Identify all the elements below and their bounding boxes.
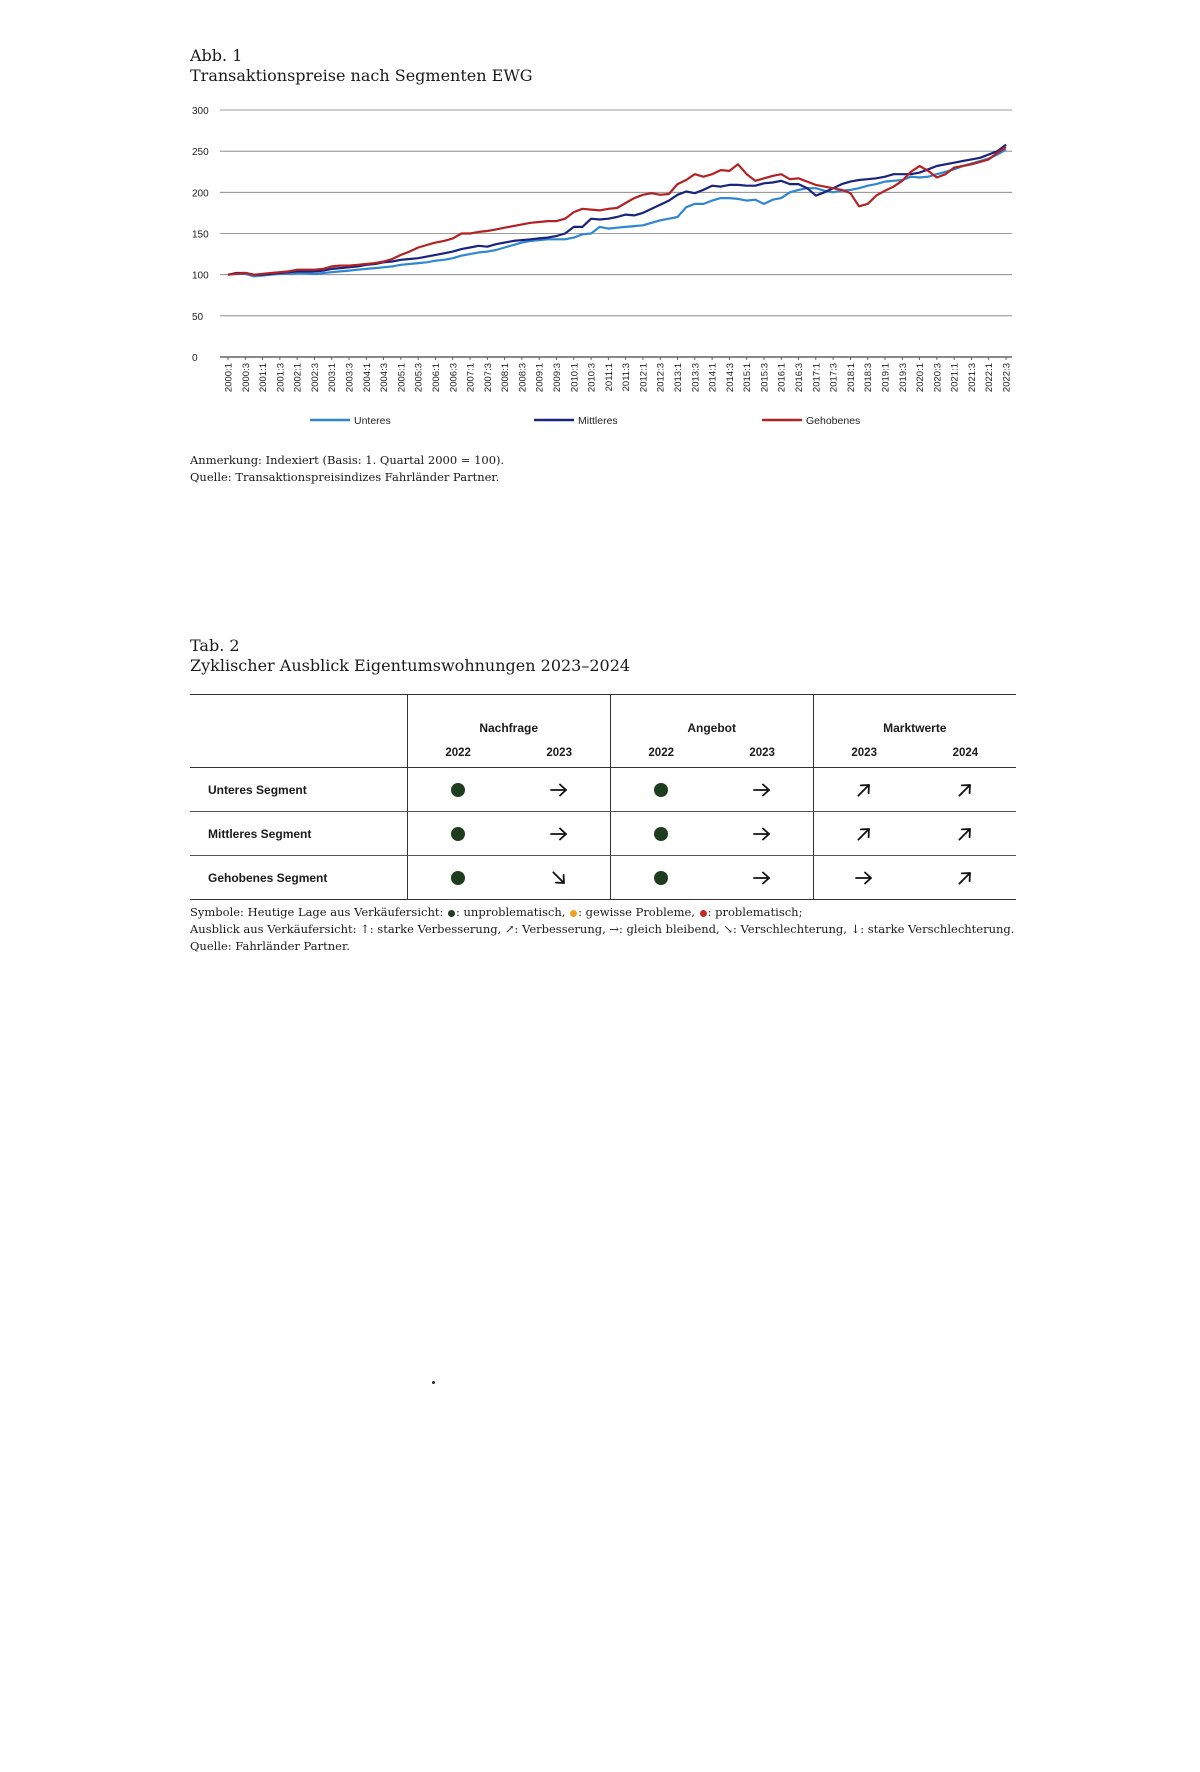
x-tick-label: 2000:1 — [223, 363, 235, 393]
y-tick-label: 250 — [192, 147, 209, 159]
year-header: 2023 — [813, 739, 915, 768]
year-header-row — [190, 739, 1016, 768]
outlook-arrow-cell — [509, 768, 611, 812]
year-header: 2023 — [712, 739, 813, 768]
arrow-right-icon — [549, 826, 569, 840]
x-tick-label: 2000:3 — [240, 363, 252, 393]
green-dot-icon — [448, 910, 455, 917]
x-tick-label: 2018:1 — [845, 363, 857, 393]
y-tick-label: 0 — [192, 353, 198, 364]
y-tick-label: 50 — [192, 311, 204, 323]
x-tick-label: 2015:1 — [742, 363, 754, 393]
arrow-up-right-icon — [854, 782, 874, 796]
table-title: Zyklischer Ausblick Eigentumswohnungen 2023–2024 — [190, 656, 631, 675]
green-dot-icon — [654, 871, 668, 885]
table-row — [190, 856, 1016, 900]
arrow-right-icon — [549, 782, 569, 796]
x-tick-label: 2021:3 — [966, 363, 978, 393]
arrow-up-right-icon — [955, 826, 975, 840]
legend-label: Gehobenes — [806, 415, 861, 427]
series-line-unteres — [228, 150, 1006, 277]
table-note-line-3: Quelle: Fahrländer Partner. — [190, 939, 350, 953]
year-header: 2022 — [407, 739, 509, 768]
x-tick-label: 2010:3 — [586, 363, 598, 393]
red-dot-icon — [700, 910, 707, 917]
line-chart — [190, 96, 1030, 436]
outlook-arrow-cell — [915, 812, 1016, 856]
outlook-arrow-cell — [509, 812, 611, 856]
x-tick-label: 2002:1 — [292, 363, 304, 393]
x-tick-label: 2007:3 — [482, 363, 494, 393]
outlook-arrow-cell — [509, 856, 611, 900]
arrow-up-right-icon — [955, 870, 975, 884]
table-body — [190, 768, 1016, 900]
arrow-up-right-icon — [854, 826, 874, 840]
note-green-text: : unproblematisch, — [456, 905, 570, 919]
table-row — [190, 768, 1016, 812]
note-red-text: : problematisch; — [707, 905, 803, 919]
x-tick-label: 2006:1 — [430, 363, 442, 393]
x-tick-label: 2012:1 — [638, 363, 650, 393]
year-header: 2022 — [610, 739, 711, 768]
x-tick-label: 2013:3 — [690, 363, 702, 393]
y-tick-label: 100 — [192, 270, 209, 282]
x-tick-label: 2016:3 — [794, 363, 806, 393]
x-tick-label: 2004:1 — [361, 363, 373, 393]
table-note-line-2: Ausblick aus Verkäufersicht: ↑: starke Verbesserung, ↗: Verbesserung, →: gleich bleibend, ↘: Verschlechterung, ↓: starke Verschlechterung. — [190, 922, 1015, 936]
figure-title: Transaktionspreise nach Segmenten EWG — [190, 66, 533, 85]
figure-note-line-1: Anmerkung: Indexiert (Basis: 1. Quartal 2000 = 100). — [190, 453, 505, 467]
table-label: Tab. 2 — [190, 636, 240, 655]
x-tick-label: 2017:3 — [828, 363, 840, 393]
x-tick-label: 2019:3 — [897, 363, 909, 393]
green-dot-icon — [451, 783, 465, 797]
x-tick-label: 2013:1 — [673, 363, 685, 393]
x-tick-label: 2004:3 — [379, 363, 391, 393]
x-tick-label: 2021:1 — [949, 363, 961, 393]
x-tick-label: 2009:1 — [534, 363, 546, 393]
x-tick-label: 2012:3 — [655, 363, 667, 393]
status-dot-cell — [610, 812, 711, 856]
green-dot-icon — [451, 871, 465, 885]
x-tick-label: 2019:1 — [880, 363, 892, 393]
x-tick-label: 2017:1 — [811, 363, 823, 393]
x-tick-label: 2014:3 — [724, 363, 736, 393]
series-line-gehobenes — [228, 147, 1006, 275]
status-dot-cell — [610, 768, 711, 812]
x-tick-label: 2006:3 — [448, 363, 460, 393]
table-row — [190, 812, 1016, 856]
x-tick-label: 2008:3 — [517, 363, 529, 393]
outlook-arrow-cell — [915, 856, 1016, 900]
arrow-up-right-icon — [955, 782, 975, 796]
x-tick-label: 2008:1 — [500, 363, 512, 393]
figure-note-line-2: Quelle: Transaktionspreisindizes Fahrländer Partner. — [190, 470, 500, 484]
outlook-arrow-cell — [712, 812, 813, 856]
arrow-right-icon — [752, 826, 772, 840]
x-tick-label: 2022:3 — [1001, 363, 1013, 393]
table-note-line-1 — [190, 904, 1014, 921]
segment-label: Unteres Segment — [190, 768, 407, 812]
green-dot-icon — [654, 783, 668, 797]
x-tick-label: 2016:1 — [776, 363, 788, 393]
table-note — [190, 904, 1014, 955]
x-tick-label: 2009:3 — [551, 363, 563, 393]
status-dot-cell — [610, 856, 711, 900]
x-tick-label: 2014:1 — [707, 363, 719, 393]
x-tick-label: 2022:1 — [984, 363, 996, 393]
orange-dot-icon — [570, 910, 577, 917]
x-tick-label: 2011:3 — [621, 363, 633, 392]
arrow-right-icon — [752, 870, 772, 884]
x-tick-label: 2003:3 — [344, 363, 356, 393]
header-empty-cell — [190, 739, 407, 768]
series-line-mittleres — [228, 145, 1006, 275]
x-tick-label: 2015:3 — [759, 363, 771, 393]
y-tick-label: 300 — [192, 106, 209, 117]
green-dot-icon — [654, 827, 668, 841]
stray-dot — [432, 1381, 435, 1384]
status-dot-cell — [407, 856, 509, 900]
outlook-arrow-cell — [712, 768, 813, 812]
x-tick-label: 2001:1 — [258, 363, 270, 393]
x-tick-label: 2005:1 — [396, 363, 408, 393]
y-tick-label: 200 — [192, 188, 209, 200]
figure-label: Abb. 1 — [190, 46, 243, 65]
arrow-right-icon — [854, 870, 874, 884]
legend-label: Unteres — [354, 415, 391, 427]
arrow-down-right-icon — [549, 870, 569, 884]
outlook-arrow-cell — [915, 768, 1016, 812]
status-dot-cell — [407, 768, 509, 812]
segment-label: Mittleres Segment — [190, 812, 407, 856]
x-tick-label: 2010:1 — [569, 363, 581, 393]
segment-label: Gehobenes Segment — [190, 856, 407, 900]
outlook-arrow-cell — [813, 812, 915, 856]
outlook-arrow-cell — [712, 856, 813, 900]
x-tick-label: 2002:3 — [309, 363, 321, 393]
group-header-nachfrage: Nachfrage — [407, 695, 610, 740]
outlook-table — [190, 694, 1016, 900]
green-dot-icon — [451, 827, 465, 841]
status-dot-cell — [407, 812, 509, 856]
group-header-angebot: Angebot — [610, 695, 813, 740]
legend-label: Mittleres — [578, 415, 618, 427]
x-tick-label: 2018:3 — [863, 363, 875, 393]
group-header-row — [190, 695, 1016, 740]
year-header: 2024 — [915, 739, 1016, 768]
header-empty-cell — [190, 695, 407, 740]
note-orange-text: : gewisse Probleme, — [578, 905, 699, 919]
year-header: 2023 — [509, 739, 611, 768]
x-tick-label: 2003:1 — [327, 363, 339, 393]
x-tick-label: 2020:3 — [932, 363, 944, 393]
note-prefix: Symbole: Heutige Lage aus Verkäufersicht: — [190, 905, 447, 919]
arrow-right-icon — [752, 782, 772, 796]
x-tick-label: 2011:1 — [603, 363, 615, 392]
group-header-marktwerte: Marktwerte — [813, 695, 1016, 740]
x-tick-label: 2005:3 — [413, 363, 425, 393]
outlook-arrow-cell — [813, 768, 915, 812]
x-tick-label: 2007:1 — [465, 363, 477, 393]
y-tick-label: 150 — [192, 229, 209, 241]
x-tick-label: 2020:1 — [915, 363, 927, 393]
figure-note — [190, 452, 504, 486]
outlook-arrow-cell — [813, 856, 915, 900]
x-tick-label: 2001:3 — [275, 363, 287, 393]
